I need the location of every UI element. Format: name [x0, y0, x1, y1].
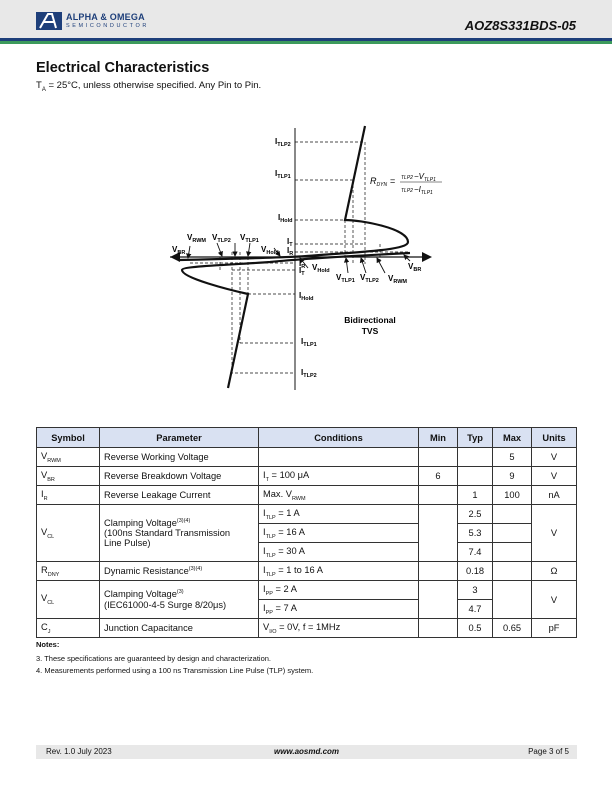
section-title: Electrical Characteristics: [36, 60, 210, 76]
posI-label-3: $I_T$: [287, 237, 293, 248]
posV-label-0: $V_{Hold}$: [312, 263, 330, 274]
tvs-label-top: Bidirectional: [344, 315, 396, 325]
website-link[interactable]: www.aosmd.com: [273, 747, 340, 756]
posI-label-2: $I_{Hold}$: [278, 213, 293, 224]
posI-label-0: $I_{TLP2}$: [275, 137, 291, 148]
header-rule-green: [0, 41, 612, 44]
table-row: $I_{TLP} = 16$ A 5.3: [37, 524, 577, 543]
table-row: $V_{CL}$ Clamping Voltage$^{(3)}$ (IEC61000-4-5 Surge 8/20μs) $I_{PP} = 2$ A 3 V: [37, 581, 577, 600]
col-max: Max: [493, 428, 532, 448]
note-4: 4. Measurements performed using a 100 ns Transmission Line Pulse (TLP) system.: [36, 666, 314, 675]
svg-text:TLP2−ITLP1: $TLP2-I_{TLP1}$: [401, 185, 433, 196]
part-number: AOZ8S331BDS-05: [464, 18, 576, 33]
table-row: $V_{BR}$ Reverse Breakdown Voltage $I_T = 100$ μA 6 9 V: [37, 467, 577, 486]
posV-label-3: $V_{RWM}$: [388, 274, 407, 285]
col-units: Units: [532, 428, 577, 448]
table-row: $I_{TLP} = 30$ A 7.4: [37, 543, 577, 562]
brand-subtitle: SEMICONDUCTOR: [66, 23, 149, 29]
posI-label-4: $I_R$: [287, 246, 294, 257]
note-3: 3. These specifications are guaranteed by design and characterization.: [36, 654, 272, 663]
svg-text:=: =: [390, 176, 396, 186]
posV-label-1: $V_{TLP1}$: [336, 273, 355, 284]
negV-label-0: $V_{BR}$: [172, 245, 186, 256]
x-axis-arrow-right-icon: [422, 252, 432, 262]
rdyn-formula: [370, 172, 442, 196]
table-row: $I_{PP} = 7$ A 4.7: [37, 600, 577, 619]
table-row: $V_{CL}$ Clamping Voltage$^{(3)(4)}$ (100ns Standard Transmission Line Pulse) $I_{TLP} = 1$ A 2.5 V: [37, 505, 577, 524]
negV-label-3: $V_{TLP1}$: [240, 233, 259, 244]
svg-text:RDYN: $R_{DYN}$: [370, 176, 388, 188]
negI-label-0: $I_R$: [299, 259, 306, 270]
test-conditions: $T_A = 25^\circ C$, unless otherwise specified. Any Pin to Pin.: [36, 80, 262, 93]
company-logo-icon: [36, 10, 62, 32]
page-number: Page 3 of 5: [528, 747, 569, 756]
tvs-label-bottom: TVS: [361, 326, 379, 336]
negI-label-3: $I_{TLP1}$: [301, 337, 317, 348]
col-parameter: Parameter: [100, 428, 259, 448]
svg-text:TLP2−VTLP1: $TLP2-V_{TLP1}$: [401, 172, 436, 183]
col-typ: Typ: [458, 428, 493, 448]
col-symbol: Symbol: [37, 428, 100, 448]
negV-label-1: $V_{RWM}$: [187, 233, 206, 244]
negV-label-4: $V_{Hold}$: [261, 245, 279, 256]
posV-label-2: $V_{TLP2}$: [360, 273, 379, 284]
revision: Rev. 1.0 July 2023: [46, 747, 112, 756]
col-conditions: Conditions: [259, 428, 419, 448]
table-header-row: [37, 428, 577, 448]
posI-label-1: $I_{TLP1}$: [275, 169, 291, 180]
electrical-characteristics-table: [36, 427, 577, 638]
notes-heading: Notes:: [36, 640, 60, 649]
col-min: Min: [419, 428, 458, 448]
negI-label-4: $I_{TLP2}$: [301, 368, 317, 379]
negV-label-2: $V_{TLP2}$: [212, 233, 231, 244]
table-row: $V_{RWM}$ Reverse Working Voltage 5 V: [37, 448, 577, 467]
notes: [36, 640, 313, 678]
table-row: $R_{DNY}$ Dynamic Resistance$^{(3)(4)}$ $I_{TLP} = 1$ to 16 A 0.18 Ω: [37, 562, 577, 581]
table-row: $C_J$ Junction Capacitance $V_{I/O} = 0V$, f = 1MHz 0.5 0.65 pF: [37, 619, 577, 638]
page-footer: [36, 745, 577, 759]
negI-label-2: $I_{Hold}$: [299, 291, 314, 302]
table-row: $I_R$ Reverse Leakage Current Max. $V_{RWM}$ 1 100 nA: [37, 486, 577, 505]
brand-name: ALPHA & OMEGA: [66, 12, 145, 22]
posV-label-4: $V_{BR}$: [408, 262, 422, 273]
negI-label-1: $I_T$: [299, 266, 305, 277]
iv-characteristic-diagram: [160, 118, 450, 396]
